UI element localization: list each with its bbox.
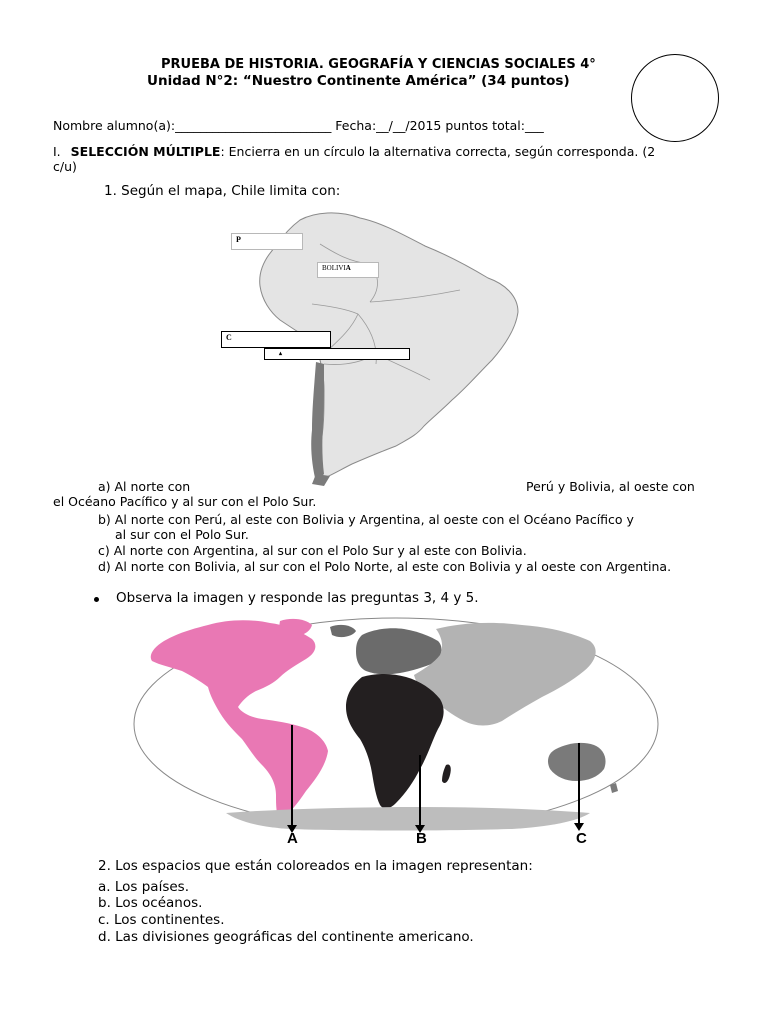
world-map-label-c: C — [576, 830, 587, 847]
test-title-line2: Unidad N°2: “Nuestro Continente América” (34 puntos) — [147, 73, 570, 89]
section-instruction-cont: c/u) — [53, 159, 77, 174]
q2-option-d: d. Las divisiones geográficas del continente americano. — [98, 929, 474, 945]
q2-option-b: b. Los océanos. — [98, 895, 203, 911]
q2-option-a: a. Los países. — [98, 879, 189, 895]
option-a-part1: a) Al norte con — [98, 479, 191, 494]
map-label-bolivia — [317, 262, 379, 278]
map-label-bolivia-prefix: BOLIVI — [322, 264, 346, 272]
test-title-line1: PRUEBA DE HISTORIA. GEOGRAFÍA Y CIENCIAS SOCIALES 4° — [161, 57, 596, 72]
option-a-part2: Perú y Bolivia, al oeste con — [526, 479, 695, 494]
observe-instruction: Observa la imagen y responde las preguntas 3, 4 y 5. — [116, 590, 479, 606]
world-map — [130, 615, 662, 833]
question1-prompt: 1. Según el mapa, Chile limita con: — [104, 183, 341, 199]
q2-option-c: c. Los continentes. — [98, 912, 225, 928]
map-label-bolivia-suffix: A — [345, 264, 351, 272]
map-label-chile: C — [221, 331, 331, 348]
option-a-part3: el Océano Pacífico y al sur con el Polo Sur. — [53, 494, 317, 509]
student-info-line: Nombre alumno(a):_________________________ Fecha:__/__/2015 puntos total:___ — [53, 118, 544, 133]
bullet-icon — [94, 597, 99, 602]
score-circle — [631, 54, 719, 142]
section-heading: SELECCIÓN MÚLTIPLE — [70, 144, 221, 159]
section-numeral: I. — [53, 144, 61, 159]
section-instruction-text: : Encierra en un círculo la alternativa correcta, según corresponda. (2 — [220, 144, 656, 159]
map-label-peru: P — [231, 233, 303, 250]
option-c: c) Al norte con Argentina, al sur con el Polo Sur y al este con Bolivia. — [98, 543, 527, 558]
map-label-blank: ▴ — [264, 348, 410, 360]
option-b-part1: b) Al norte con Perú, al este con Bolivia y Argentina, al oeste con el Océano Pacífico y — [98, 512, 634, 527]
antarctica — [226, 807, 590, 831]
question2-prompt: 2. Los espacios que están coloreados en la imagen representan: — [98, 858, 533, 874]
option-b-part2: al sur con el Polo Sur. — [115, 527, 249, 542]
option-d: d) Al norte con Bolivia, al sur con el Polo Norte, al este con Bolivia y al oeste con Argentina. — [98, 559, 672, 574]
world-map-label-a: A — [287, 830, 298, 847]
section-instruction — [53, 144, 655, 159]
world-map-label-b: B — [416, 830, 427, 847]
